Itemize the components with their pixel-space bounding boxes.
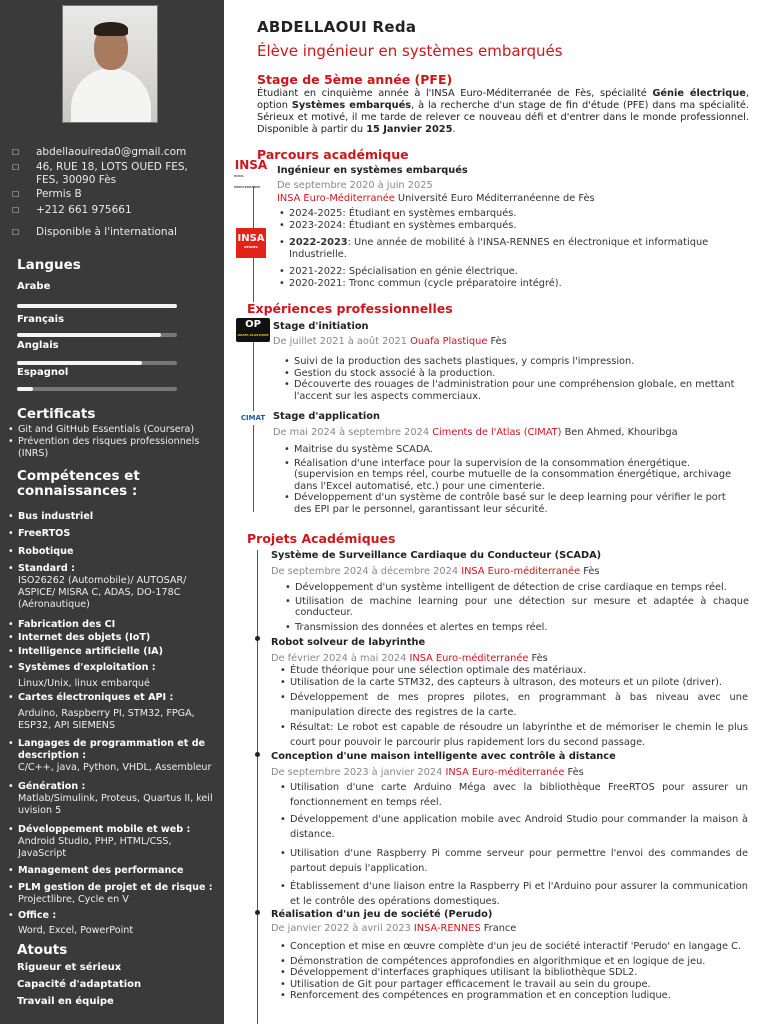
car-icon: ☐ <box>12 190 20 199</box>
insa-euromed-logo: INSA EURO-MÉDITERRANÉE <box>234 157 268 189</box>
timeline-dot <box>255 636 260 641</box>
skill-item: • Bus industriel <box>8 511 218 523</box>
skill-item: • Internet des objets (IoT) <box>8 632 218 644</box>
globe-icon: ☐ <box>12 228 20 237</box>
list-item: • Développement d'un système de contrôle basé sur le deep learning pour vérifier le port des EPI par le personnel, garantissant leur sécurité. <box>282 492 742 515</box>
list-item: • Développement d'un système intelligent de détection de crise cardiaque en temps réel. <box>283 582 749 594</box>
experience-heading: Expériences professionnelles <box>247 301 453 316</box>
atouts-heading: Atouts <box>17 942 68 958</box>
skill-item: • Management des performance <box>8 865 218 877</box>
contact-phone[interactable]: ☐ +212 661 975661 <box>12 204 132 216</box>
atout-item: Travail en équipe <box>17 996 114 1007</box>
list-item: • Démonstration de compétences approfondies en algorithmique et en logique de jeu. <box>278 956 748 968</box>
project-meta: De septembre 2023 à janvier 2024 INSA Euro-méditerranée Fès <box>271 767 584 778</box>
internship-heading: Stage de 5ème année (PFE) <box>257 72 453 87</box>
sidebar <box>0 0 224 1024</box>
languages-heading: Langues <box>17 257 81 273</box>
atout-item: Capacité d'adaptation <box>17 979 142 990</box>
list-item: • Établissement d'une liaison entre la Raspberry Pi et l'Arduino pour assurer la communication et le contrôle des opérations domestiques. <box>278 879 748 909</box>
job-meta: De juillet 2021 à août 2021 Ouafa Plastique Fès <box>273 336 507 347</box>
project-title: Réalisation d'un jeu de société (Perudo) <box>271 909 493 920</box>
list-item: • 2020-2021: Tronc commun (cycle préparatoire intégré). <box>277 278 747 290</box>
skill-item: • PLM gestion de projet et de risque : Projectlibre, Cycle en V <box>8 882 218 906</box>
list-item: • Utilisation d'une Raspberry Pi comme serveur pour permettre l'envoi des commandes de partout depuis l'application. <box>278 846 748 876</box>
skill-item: • Intelligence artificielle (IA) <box>8 646 218 658</box>
job-tasks <box>282 356 742 402</box>
location-icon: ☐ <box>12 163 20 172</box>
list-item: • Utilisation de la carte STM32, des capteurs à ultrason, des moteurs et un pilote (driver). <box>278 676 748 690</box>
language-name: Anglais <box>17 340 59 351</box>
job-title: Stage d'initiation <box>273 321 369 332</box>
list-item: • Développement d'une application mobile avec Android Studio pour commander la maison à distance. <box>278 812 748 842</box>
timeline-line <box>257 550 258 1024</box>
skill-item: • Développement mobile et web : Android Studio, PHP, HTML/CSS, JavaScript <box>8 824 218 860</box>
timeline-dot <box>255 752 260 757</box>
list-item: • 2024-2025: Étudiant en systèmes embarqués. <box>277 208 747 220</box>
internship-summary: Étudiant en cinquième année à l'INSA Euro-Méditerranée de Fès, spécialité Génie électrique, option Systèmes embarqués, à la recherche d'un stage de fin d'étude (PFE) dans ma spécialité. Sérieux et motivé, il me tarde de relever ce nouveau défi et d'entrer dans le monde professionnel. Disponible à partir du 15 Janvier 2025. <box>257 88 750 135</box>
list-item: • Développement de mes propres pilotes, en programmant à bas niveau avec une manipulation directe des registres de la carte. <box>278 690 748 720</box>
language-name: Français <box>17 314 65 325</box>
project-title: Conception d'une maison intelligente avec contrôle à distance <box>271 751 616 762</box>
project-tasks <box>278 941 748 1002</box>
project-tasks <box>283 582 749 633</box>
list-item: • Utilisation d'une carte Arduino Méga avec la bibliothèque FreeRTOS pour assurer un fonctionnement en temps réel. <box>278 780 748 810</box>
job-tasks <box>282 444 742 515</box>
education-title: Ingénieur en systèmes embarqués <box>277 165 468 176</box>
education-dates: De septembre 2020 à juin 2025 <box>277 180 433 191</box>
language-level-bar <box>17 361 177 365</box>
project-title: Système de Surveillance Cardiaque du Conducteur (SCADA) <box>271 550 602 561</box>
skill-item: • Cartes électroniques et API : Arduino, Raspberry PI, STM32, FPGA, ESP32, API SIEMENS <box>8 692 218 732</box>
project-tasks <box>278 665 748 750</box>
skill-item: • Fabrication des CI <box>8 619 218 631</box>
job-title: Stage d'application <box>273 411 380 422</box>
skills-heading: Compétences et connaissances : <box>17 468 140 499</box>
skill-item: • Langages de programmation et de description : C/C++, java, Python, VHDL, Assembleur <box>8 738 218 774</box>
list-item: • 2023-2024: Étudiant en systèmes embarqués. <box>277 220 747 232</box>
list-item: • Résultat: Le robot est capable de résoudre un labyrinthe et de mémoriser le chemin le plus court pour pouvoir le parcourir plus rapidement lors du second passage. <box>278 720 748 750</box>
list-item: • Transmission des données et alertes en temps réel. <box>283 622 749 634</box>
phone-icon: ☐ <box>12 206 20 215</box>
list-item: • Étude théorique pour une sélection optimale des matériaux. <box>278 665 748 676</box>
education-heading: Parcours académique <box>257 147 409 162</box>
atout-item: Rigueur et sérieux <box>17 962 122 973</box>
list-item: • Utilisation de Git pour partager efficacement le travail au sein du groupe. <box>278 979 748 991</box>
candidate-role: Élève ingénieur en systèmes embarqués <box>257 42 563 60</box>
language-level-bar <box>17 304 177 308</box>
job-meta: De mai 2024 à septembre 2024 Ciments de l'Atlas (CIMAT) Ben Ahmed, Khouribga <box>273 427 678 438</box>
skill-item: • FreeRTOS <box>8 528 218 540</box>
insa-rennes-logo: INSA RENNES <box>236 228 266 258</box>
timeline-dot <box>255 910 260 915</box>
candidate-name: ABDELLAOUI Reda <box>257 18 417 36</box>
list-item: • Suivi de la production des sachets plastiques, y compris l'impression. <box>282 356 742 368</box>
skill-item: • Standard : ISO26262 (Automobile)/ AUTOSAR/ ASPICE/ MISRA C, ADAS, DO-178C (Aéronautique) <box>8 563 218 611</box>
list-item: • Gestion du stock associé à la production. <box>282 368 742 380</box>
list-item: • Développement d'interfaces graphiques utilisant la bibliothèque SDL2. <box>278 967 748 979</box>
list-item: • Prévention des risques professionnels (INRS) <box>8 436 218 460</box>
project-meta: De septembre 2024 à décembre 2024 INSA Euro-méditerranée Fès <box>271 566 600 577</box>
profile-photo <box>62 5 158 123</box>
education-list <box>277 208 747 289</box>
projects-heading: Projets Académiques <box>247 531 396 546</box>
certificates-heading: Certificats <box>17 406 96 422</box>
contact-mobility: ☐ Disponible à l'international <box>12 226 177 238</box>
certificates-list <box>8 424 218 460</box>
education-school: INSA Euro-Méditerranée Université Euro Méditerranéenne de Fès <box>277 193 595 204</box>
project-meta: De février 2024 à mai 2024 INSA Euro-méditerranée Fès <box>271 653 548 664</box>
list-item: • Renforcement des compétences en programmation et en conception ludique. <box>278 990 748 1002</box>
language-level-bar <box>17 333 177 337</box>
contact-email[interactable]: ☐ abdellaouireda0@gmail.com <box>12 146 187 158</box>
language-name: Espagnol <box>17 367 69 378</box>
skill-item: • Systèmes d'exploitation : Linux/Unix, linux embarqué <box>8 662 218 690</box>
project-meta: De janvier 2022 à avril 2023 INSA-RENNES France <box>271 923 517 934</box>
list-item: • Découverte des rouages de l'administration pour une compréhension globale, en mettant l'accent sur les aspects commerciaux. <box>282 379 742 402</box>
list-item: • Utilisation de machine learning pour une détection sur mesure et adaptée à chaque conducteur. <box>283 596 749 619</box>
main-content <box>224 0 768 1024</box>
ouafa-plastique-logo: OP OUAFA PLASTIQUE <box>236 318 270 342</box>
project-tasks <box>278 780 748 909</box>
language-name: Arabe <box>17 281 51 292</box>
skill-item: • Robotique <box>8 546 218 558</box>
contact-license: ☐ Permis B <box>12 188 82 200</box>
list-item: • 2022-2023: Une année de mobilité à l'INSA-RENNES en électronique et informatique Industrielle. <box>277 237 747 260</box>
language-level-bar <box>17 387 177 391</box>
cimat-logo: CIMAT <box>238 411 268 425</box>
skill-item: • Génération : Matlab/Simulink, Proteus, Quartus II, keil uvision 5 <box>8 781 218 817</box>
list-item: • Git and GitHub Essentials (Coursera) <box>8 424 218 436</box>
skill-item: • Office : Word, Excel, PowerPoint <box>8 910 218 937</box>
email-icon: ☐ <box>12 148 20 157</box>
project-title: Robot solveur de labyrinthe <box>271 637 426 648</box>
list-item: • Conception et mise en œuvre complète d'un jeu de société interactif 'Perudo' en langage C. <box>278 941 748 953</box>
list-item: • Maitrise du système SCADA. <box>282 444 742 456</box>
contact-address: ☐ 46, RUE 18, LOTS OUED FES, FES, 30090 Fès <box>12 161 188 186</box>
list-item: • 2021-2022: Spécialisation en génie électrique. <box>277 266 747 278</box>
list-item: • Réalisation d'une interface pour la supervision de la consommation énergétique. (supervision en temps réel, courbe mutuelle de la consommation énergétique, archivage dans l'Excel automatisé, etc.) pour une cimenterie. <box>282 458 742 493</box>
